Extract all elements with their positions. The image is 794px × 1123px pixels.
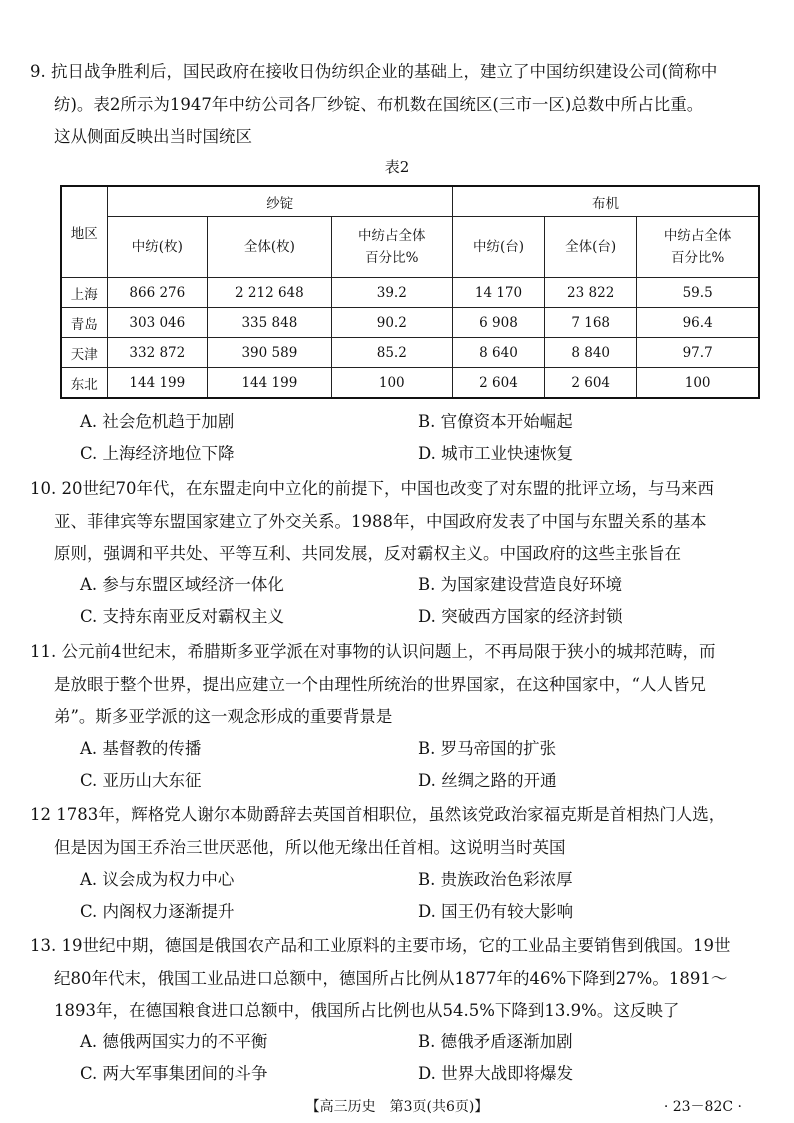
table-cell: 96.4 bbox=[637, 308, 759, 338]
option-d[interactable]: D. 突破西方国家的经济封锁 bbox=[418, 607, 623, 626]
table-cell: 90.2 bbox=[331, 308, 452, 338]
table-cell: 8 840 bbox=[545, 338, 637, 368]
question-11-line-1: 11. 公元前4世纪末，希腊斯多亚学派在对事物的认识问题上，不再局限于狭小的城邦范畴，而 bbox=[30, 642, 716, 661]
question-11 bbox=[30, 636, 770, 734]
table-cell: 天津 bbox=[61, 338, 107, 368]
option-a[interactable]: A. 议会成为权力中心 bbox=[80, 870, 235, 889]
option-d[interactable]: D. 世界大战即将爆发 bbox=[418, 1064, 574, 1083]
table-cell: 23 822 bbox=[545, 278, 637, 308]
option-b[interactable]: B. 为国家建设营造良好环境 bbox=[418, 575, 623, 594]
question-10-line-2: 亚、菲律宾等东盟国家建立了外交关系。1988年，中国政府发表了中国与东盟关系的基本 bbox=[54, 511, 707, 531]
table-subheader: 中纺(台) bbox=[452, 217, 544, 278]
table-subheader: 全体(枚) bbox=[208, 217, 331, 278]
question-12-options bbox=[0, 864, 794, 930]
option-a[interactable]: A. 德俄两国实力的不平衡 bbox=[80, 1032, 268, 1051]
question-10-line-3: 原则，强调和平共处、平等互利、共同发展，反对霸权主义。中国政府的这些主张旨在 bbox=[54, 544, 681, 563]
table-cell: 100 bbox=[331, 368, 452, 399]
table-cell: 青岛 bbox=[61, 308, 107, 338]
option-d[interactable]: D. 城市工业快速恢复 bbox=[418, 444, 574, 463]
option-a[interactable]: A. 基督教的传播 bbox=[80, 739, 202, 758]
table-header-spindles: 纱锭 bbox=[107, 186, 452, 217]
table-cell: 144 199 bbox=[208, 368, 331, 399]
option-c[interactable]: C. 支持东南亚反对霸权主义 bbox=[80, 607, 285, 626]
table-cell: 上海 bbox=[61, 278, 107, 308]
question-11-line-2: 是放眼于整个世界，提出应建立一个由理性所统治的世界国家，在这种国家中，“人人皆兄 bbox=[54, 674, 706, 694]
question-13 bbox=[30, 930, 770, 1028]
question-10 bbox=[30, 473, 770, 571]
table-cell: 6 908 bbox=[452, 308, 544, 338]
table-cell: 8 640 bbox=[452, 338, 544, 368]
table-cell: 85.2 bbox=[331, 338, 452, 368]
question-9-options bbox=[0, 406, 794, 472]
question-13-line-2: 纪80年代末，俄国工业品进口总额中，德国所占比例从1877年的46%下降到27%。1891～ bbox=[54, 968, 728, 988]
question-13-options bbox=[0, 1026, 794, 1092]
option-c[interactable]: C. 亚历山大东征 bbox=[80, 771, 202, 790]
table-2 bbox=[60, 185, 760, 399]
table-row bbox=[61, 368, 759, 399]
table-cell: 100 bbox=[637, 368, 759, 399]
option-b[interactable]: B. 罗马帝国的扩张 bbox=[418, 739, 557, 758]
option-d[interactable]: D. 国王仍有较大影响 bbox=[418, 902, 574, 921]
table-cell: 303 046 bbox=[107, 308, 208, 338]
question-9-line-2: 纺)。表2所示为1947年中纺公司各厂纱锭、布机数在国统区(三市一区)总数中所占比重。 bbox=[54, 94, 704, 114]
table-header-looms: 布机 bbox=[452, 186, 759, 217]
footer-page-info: 【高三历史 第3页(共6页)】 bbox=[305, 1099, 489, 1115]
question-12 bbox=[30, 799, 770, 864]
question-11-options bbox=[0, 733, 794, 799]
option-c[interactable]: C. 上海经济地位下降 bbox=[80, 444, 235, 463]
table-cell: 335 848 bbox=[208, 308, 331, 338]
table-cell: 2 212 648 bbox=[208, 278, 331, 308]
table-cell: 7 168 bbox=[545, 308, 637, 338]
question-13-line-1: 13. 19世纪中期，德国是俄国农产品和工业原料的主要市场，它的工业品主要销售到俄国。19世 bbox=[30, 936, 731, 955]
table-cell: 东北 bbox=[61, 368, 107, 399]
table-caption: 表2 bbox=[384, 158, 410, 176]
table-cell: 97.7 bbox=[637, 338, 759, 368]
footer-code: · 23－82C · bbox=[663, 1099, 742, 1115]
table-cell: 14 170 bbox=[452, 278, 544, 308]
option-d[interactable]: D. 丝绸之路的开通 bbox=[418, 771, 557, 790]
table-subheader: 中纺(枚) bbox=[107, 217, 208, 278]
table-cell: 2 604 bbox=[545, 368, 637, 399]
table-subheader: 中纺占全体 百分比% bbox=[637, 217, 759, 278]
table-cell: 39.2 bbox=[331, 278, 452, 308]
option-a[interactable]: A. 社会危机趋于加剧 bbox=[80, 412, 235, 431]
table-cell: 144 199 bbox=[107, 368, 208, 399]
table-subheader: 中纺占全体 百分比% bbox=[331, 217, 452, 278]
question-10-line-1: 10. 20世纪70年代，在东盟走向中立化的前提下，中国也改变了对东盟的批评立场，与马来西 bbox=[30, 479, 714, 498]
question-9-line-3: 这从侧面反映出当时国统区 bbox=[54, 127, 252, 146]
table-row bbox=[61, 278, 759, 308]
question-12-line-1: 12 1783年，辉格党人谢尔本勋爵辞去英国首相职位，虽然该党政治家福克斯是首相热门人选， bbox=[30, 805, 726, 824]
question-11-line-3: 弟”。斯多亚学派的这一观念形成的重要背景是 bbox=[54, 707, 393, 726]
question-12-line-2: 但是因为国王乔治三世厌恶他，所以他无缘出任首相。这说明当时英国 bbox=[54, 837, 566, 857]
table-header-region: 地区 bbox=[61, 186, 107, 278]
table-cell: 2 604 bbox=[452, 368, 544, 399]
table-row bbox=[61, 338, 759, 368]
table-subheader: 全体(台) bbox=[545, 217, 637, 278]
option-b[interactable]: B. 贵族政治色彩浓厚 bbox=[418, 870, 573, 889]
option-c[interactable]: C. 两大军事集团间的斗争 bbox=[80, 1064, 268, 1083]
table-cell: 390 589 bbox=[208, 338, 331, 368]
question-10-options bbox=[0, 569, 794, 635]
option-c[interactable]: C. 内阁权力逐渐提升 bbox=[80, 902, 235, 921]
option-b[interactable]: B. 德俄矛盾逐渐加剧 bbox=[418, 1032, 573, 1051]
table-cell: 866 276 bbox=[107, 278, 208, 308]
table-row bbox=[61, 308, 759, 338]
question-9-line-1: 9. 抗日战争胜利后，国民政府在接收日伪纺织企业的基础上，建立了中国纺织建设公司(简称中 bbox=[30, 62, 718, 81]
table-cell: 332 872 bbox=[107, 338, 208, 368]
option-a[interactable]: A. 参与东盟区域经济一体化 bbox=[80, 575, 284, 594]
option-b[interactable]: B. 官僚资本开始崛起 bbox=[418, 412, 573, 431]
table-cell: 59.5 bbox=[637, 278, 759, 308]
question-9 bbox=[30, 56, 770, 154]
question-13-line-3: 1893年，在德国粮食进口总额中，俄国所占比例也从54.5%下降到13.9%。这反映了 bbox=[54, 1001, 680, 1020]
